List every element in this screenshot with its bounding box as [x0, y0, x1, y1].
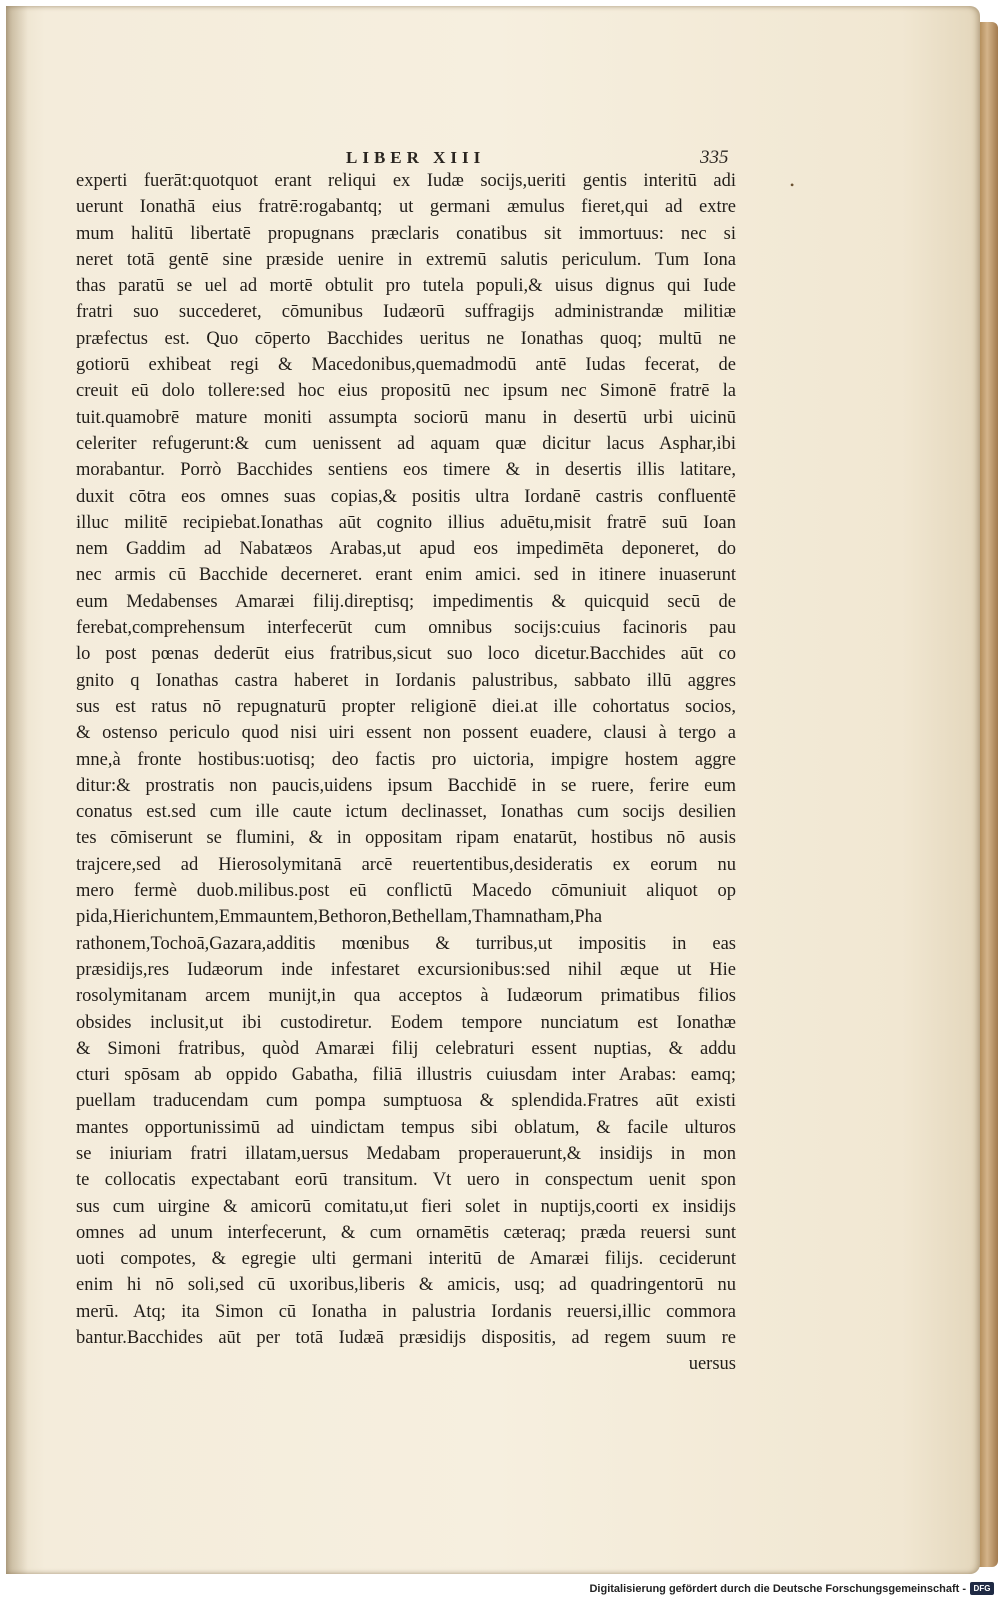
text-line: celeriter refugerunt:& cum uenissent ad aquam quæ dicitur lacus Asphar,ibi — [76, 433, 736, 454]
text-line: te collocatis expectabant eorū transitum. Vt uero in conspectum uenit spon — [76, 1170, 736, 1191]
text-line: uoti compotes, & egregie ulti germani interitū de Amaræi filijs. ceciderunt — [76, 1249, 736, 1270]
gutter-shadow — [6, 6, 28, 1574]
text-line: bantur.Bacchides aūt per totā Iudæā præsidijs dispositis, ad regem suum re — [76, 1328, 736, 1349]
margin-mark: • — [790, 178, 795, 192]
text-line: rathonem,Tochoā,Gazara,additis mœnibus & turribus,ut impositis in eas — [76, 933, 736, 954]
text-line: enim hi nō soli,sed cū uxoribus,liberis & amicis, usq; ad quadringentorū nu — [76, 1275, 736, 1296]
text-line: conatus est.sed cum ille caute ictum declinasset, Ionathas cum socijs desilien — [76, 802, 736, 823]
text-line: tuit.quamobrē mature moniti assumpta sociorū manu in desertū urbi uicinū — [76, 407, 736, 428]
text-line: mantes opportunissimū ad uindictam tempus sibi oblatum, & facile ulturos — [76, 1117, 736, 1138]
text-line: nec armis cū Bacchide decerneret. erant enim amici. sed in itinere inuaserunt — [76, 565, 736, 586]
text-line: se iniuriam fratri illatam,uersus Medabam properauerunt,& insidijs in mon — [76, 1143, 736, 1164]
text-line: trajcere,sed ad Hierosolymitanā arcē reuertentibus,desideratis ex eorum nu — [76, 854, 736, 875]
page-number: 335 — [700, 147, 729, 168]
text-line: mum halitū libertatē propugnans præclaris conatibus sit immortuus: nec si — [76, 223, 736, 244]
text-line: lo post pœnas dederūt eius fratribus,sicut suo loco dicetur.Bacchides aūt co — [76, 644, 736, 665]
text-line: eum Medabenses Amaræi filij.direptisq; impedimentis & quicquid secū de — [76, 591, 736, 612]
text-line: & Simoni fratribus, quòd Amaræi filij celebraturi essent nuptias, & addu — [76, 1038, 736, 1059]
text-line: rosolymitanam arcem munijt,in qua acceptos à Iudæorum primatibus filios — [76, 986, 736, 1007]
text-line: merū. Atq; ita Simon cū Ionatha in palustria Iordanis reuersi,illic commora — [76, 1301, 736, 1322]
text-line: gotiorū exhibeat regi & Macedonibus,quemadmodū antē Iudas fecerat, de — [76, 355, 736, 376]
text-line: ditur:& prostratis non paucis,uidens ipsum Bacchidē in se ruere, ferire eum — [76, 775, 736, 796]
text-line: præsidijs,res Iudæorum inde infestaret excursionibus:sed nihil æque ut Hie — [76, 959, 736, 980]
text-line: gnito q Ionathas castra haberet in Iordanis palustribus, sabbato illū aggres — [76, 670, 736, 691]
text-line: nem Gaddim ad Nabatæos Arabas,ut apud eos impedimēta deponeret, do — [76, 539, 736, 560]
text-line: duxit cōtra eos omnes suas copias,& positis ultra Iordanē castris confluentē — [76, 486, 736, 507]
running-head: LIBER XIII — [346, 148, 486, 167]
text-line: obsides inclusit,ut ibi custodiretur. Eodem tempore nunciatum est Ionathæ — [76, 1012, 736, 1033]
text-line: pida,Hierichuntem,Emmauntem,Bethoron,Bethellam,Thamnatham,Pha — [76, 907, 603, 928]
text-line: neret totā gentē sine præside uenire in extremū salutis periculum. Tum Iona — [76, 249, 736, 270]
text-line: & ostenso periculo quod nisi uiri essent non possent euadere, clausi à tergo a — [76, 723, 736, 744]
text-line: mero fermè duob.milibus.post eū conflictū Macedo cōmuniuit aliquot op — [76, 881, 736, 902]
text-line: fratri suo succederet, cōmunibus Iudæorū suffragijs administrandæ militiæ — [76, 302, 736, 323]
text-line: thas paratū se uel ad mortē obtulit pro tutela populi,& uisus dignus qui Iude — [76, 276, 736, 297]
text-line: tes cōmiserunt se flumini, & in oppositam ripam enatarūt, hostibus nō ausis — [76, 828, 736, 849]
text-line: illuc militē recipiebat.Ionathas aūt cognito illius aduētu,misit fratrē suū Ioan — [76, 512, 736, 533]
text-line: uerunt Ionathā eius fratrē:rogabantq; ut germani æmulus fieret,qui ad extre — [76, 197, 736, 218]
text-line: sus cum uirgine & amicorū comitatu,ut fieri solet in nuptijs,coorti ex insidijs — [76, 1196, 736, 1217]
text-line: experti fuerāt:quotquot erant reliqui ex Iudæ socijs,ueriti gentis interitū adi — [76, 171, 736, 191]
text-line: mne,à fronte hostibus:uotisq; deo factis pro uictoria, impigre hostem aggre — [76, 749, 736, 770]
digitization-credit: Digitalisierung gefördert durch die Deutsche Forschungsgemeinschaft - — [589, 1583, 966, 1595]
text-line: ferebat,comprehensum interfecerūt cum omnibus socijs:cuius facinoris pau — [76, 618, 736, 639]
text-line: præfectus est. Quo cōperto Bacchides ueritus ne Ionathas quoq; multū ne — [76, 328, 736, 349]
text-line: uersus — [688, 1354, 736, 1375]
body-text — [76, 168, 736, 1378]
text-line: sus est ratus nō repugnaturū propter religionē diei.at ille cohortatus socios, — [76, 696, 736, 717]
text-line: creuit eū dolo tollere:sed hoc eius propositū nec ipsum nec Simonē fratrē la — [76, 381, 736, 402]
text-line: cturi spōsam ab oppido Gabatha, filiā illustris cuiusdam inter Arabas: eamq; — [76, 1065, 736, 1086]
dfg-logo: DFG — [970, 1582, 994, 1595]
text-line: puellam traducendam cum pompa sumptuosa & splendida.Fratres aūt existi — [76, 1091, 736, 1112]
text-line: omnes ad unum interfecerunt, & cum ornamētis cæteraq; præda reuersi sunt — [76, 1222, 736, 1243]
text-line: morabantur. Porrò Bacchides sentiens eos timere & in desertis illis latitare, — [76, 460, 736, 481]
